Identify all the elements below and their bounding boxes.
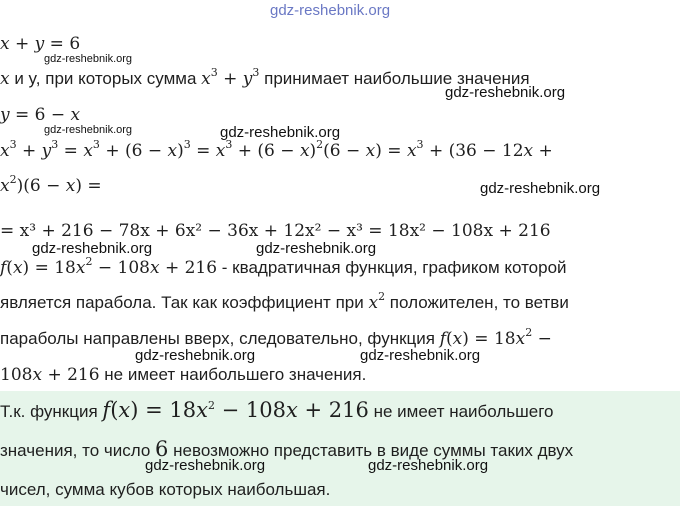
watermark: gdz-reshebnik.org [368, 457, 489, 474]
parabola-text-5: не имеет наибольшего значения. [104, 365, 367, 384]
answer-number: 6 [155, 437, 169, 461]
parabola-text-4: параболы направлены вверх, следовательно, функция [0, 329, 435, 348]
parabola-line-4: 108x + 216 не имеет наибольшего значения. [0, 365, 367, 385]
parabola-line-2: является парабола. Так как коэффициент при $x^2$ положителен, то ветви [0, 290, 569, 313]
watermark: gdz-reshebnik.org [256, 240, 377, 257]
answer-prefix: Т.к. функция [0, 402, 98, 421]
watermark-top: gdz-reshebnik.org [270, 2, 391, 19]
find-text-2: принимает наибольшие значения [264, 69, 530, 88]
watermark: gdz-reshebnik.org [44, 53, 133, 65]
watermark: gdz-reshebnik.org [145, 457, 266, 474]
parabola-text-2: является парабола. Так как коэффициент при [0, 293, 364, 312]
expansion-line-3: = x³ + 216 − 78x + 6x² − 36x + 12x² − x³ = 18x² − 108x + 216 [0, 221, 551, 241]
answer-line2-end: невозможно представить в виде суммы таких двух [173, 441, 574, 460]
expansion-line-2: $x^2)(6 - x)$ = [0, 173, 102, 196]
watermark: gdz-reshebnik.org [445, 84, 566, 101]
watermark: gdz-reshebnik.org [32, 240, 153, 257]
answer-line2-start: значения, то число [0, 441, 151, 460]
parabola-text-1: - квадратичная функция, графиком которой [221, 258, 567, 277]
watermark: gdz-reshebnik.org [480, 180, 601, 197]
find-statement: x и y, при которых сумма $x^3 + y^3$ принимает наибольшие значения [0, 66, 530, 89]
answer-block [0, 391, 680, 506]
parabola-line-3: параболы направлены вверх, следовательно, функция $f(x) = 18x^2$ − [0, 326, 552, 349]
expansion-line-1: $x^3 + y^3 = x^3 + (6 - x)^3 = x^3 + (6 - x)^2(6 - x) = x^3 + (36 - 12x$ + [0, 138, 553, 161]
watermark: gdz-reshebnik.org [135, 347, 256, 364]
watermark: gdz-reshebnik.org [220, 124, 341, 141]
watermark: gdz-reshebnik.org [44, 124, 133, 136]
parabola-text-3: положителен, то ветви [389, 293, 569, 312]
condition-equation: x + y = 6 [0, 34, 81, 54]
watermark: gdz-reshebnik.org [360, 347, 481, 364]
parabola-line-1: $f(x) = 18x^2 - 108x + 216$ - квадратичная функция, графиком которой [0, 255, 567, 278]
find-text: и y, при которых сумма [14, 69, 197, 88]
express-y: y = 6 − x [0, 105, 81, 125]
answer-line-1: Т.к. функция $f(x) = 18x^2 - 108x + 216$ не имеет наибольшего [0, 398, 554, 422]
answer-suffix: не имеет наибольшего [373, 402, 554, 421]
answer-line-3: чисел, сумма кубов которых наибольшая. [0, 480, 331, 499]
